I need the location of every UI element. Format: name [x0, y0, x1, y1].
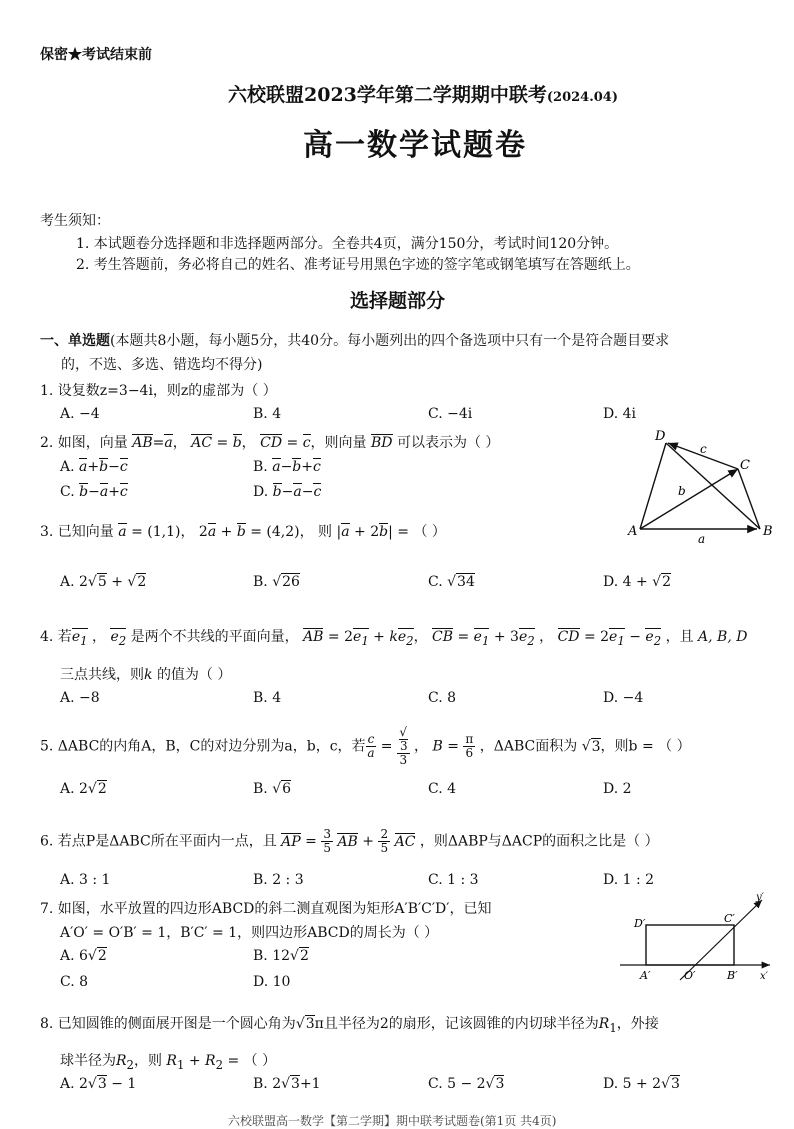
q5-stem-end: ，则b = （ ）: [600, 738, 691, 755]
q8-option-c: C. 5 − 2√3: [428, 1076, 505, 1092]
q2-option-a: A. a+b−c: [60, 459, 128, 475]
q8-stem: 8. 已知圆锥的侧面展开图是一个圆心角为√3π且半径为2的扇形，记该圆锥的内切球半径为$R_1$，外接: [40, 1016, 659, 1035]
q4-option-c: C. 8: [428, 690, 457, 706]
q3-stem-end: = （ ）: [397, 524, 446, 540]
q2-option-c: C. b−a+c: [60, 484, 128, 500]
q2-vector-figure: [620, 425, 780, 550]
q6-option-b: B. 2 : 3: [253, 872, 304, 888]
fig-label-vec-c: c: [700, 442, 707, 456]
q3-stem-pre: 3. 已知向量: [40, 524, 114, 540]
part1-rest: (本题共8小题，每小题5分，共40分。每小题列出的四个备选项中只有一个是符合题目要求: [110, 333, 670, 349]
q4-line2-pre: 三点共线，则: [60, 667, 144, 683]
q2-stem-end: 可以表示为（ ）: [396, 435, 500, 451]
q8-option-d: D. 5 + 2√3: [603, 1076, 680, 1092]
q6-stem: 6. 若点P是ΔABC所在平面内一点，且 AP = $\frac{3}{5}$ AB + $\frac{2}{5}$ AC ，则ΔABP与ΔACP的面积之比是（ ）: [40, 827, 659, 855]
exam-date: (2024.04): [546, 90, 618, 105]
q4-option-a: A. −8: [60, 690, 100, 706]
q3-option-a: A. 2√5 + √2: [60, 574, 147, 590]
q8-stem-pre: 8. 已知圆锥的侧面展开图是一个圆心角为: [40, 1016, 296, 1032]
fig-label-vec-a: a: [698, 532, 706, 546]
q8-line2-end: = （ ）: [227, 1053, 277, 1069]
q1-stem: 1. 设复数z=3−4i，则z的虚部为（ ）: [40, 383, 277, 399]
q8-stem-mid: 且半径为2的扇形，记该圆锥的内切球半径为: [323, 1016, 599, 1032]
q4-stem: 4. 若$e_1$ ， $e_2$ 是两个不共线的平面向量， AB = $2e_1 + ke_2$， CB = $e_1 + 3e_2$ ， CD = $2e_1 - e_2$ ，且 A, B, D: [40, 629, 748, 648]
fig7-label-d: D′: [634, 917, 646, 930]
q4-option-b: B. 4: [253, 690, 282, 706]
q5-stem: 5. ΔABC的内角A，B，C的对边分别为a，b，c，若 $\frac{c}{a}$ = √ 3 3 ， B = $\frac{\pi}{6}$ ，ΔABC面积为 √3，则b = （ ）: [40, 725, 691, 767]
fig7-label-c: C′: [724, 912, 735, 925]
part1-instructions-line1: 一、单选题(本题共8小题，每小题5分，共40分。每小题列出的四个备选项中只有一个是符合题目要求: [40, 333, 670, 349]
q8-stem-line2: 球半径为$R_2$，则 $R_1 + R_2$ = （ ）: [60, 1053, 277, 1072]
q3-option-d: D. 4 + √2: [603, 574, 672, 590]
page-footer: 六校联盟高一数学【第二学期】期中联考试题卷(第1页 共4页): [228, 1114, 557, 1128]
fig-label-a: A: [628, 524, 638, 539]
q6-option-a: A. 3 : 1: [60, 872, 111, 888]
exam-title-text: 六校联盟2023学年第二学期期中联考: [228, 84, 547, 106]
q8-option-b: B. 2√3+1: [253, 1076, 321, 1092]
q5-option-a: A. 2√2: [60, 781, 107, 797]
rectangle-abcd: [646, 925, 734, 965]
q5-option-d: D. 2: [603, 781, 632, 797]
q7-option-a: A. 6√2: [60, 948, 107, 964]
notice-item-1: 1. 本试题卷分选择题和非选择题两部分。全卷共4页，满分150分，考试时间120分钟。: [76, 236, 619, 252]
q5-stem-pre: 5. ΔABC的内角A，B，C的对边分别为a，b，c，若: [40, 738, 366, 755]
q4-stem-pre: 4. 若: [40, 629, 72, 645]
fig-label-vec-b: b: [678, 484, 686, 498]
q1-option-d: D. 4i: [603, 406, 637, 422]
q5-option-b: B. √6: [253, 781, 292, 797]
fig7-label-a: A′: [640, 969, 651, 982]
fig-label-d: D: [655, 429, 666, 444]
q8-stem-end: ，外接: [616, 1016, 659, 1032]
q6-stem-pre: 6. 若点P是ΔABC所在平面内一点，且: [40, 833, 277, 850]
fig7-label-o: O′: [684, 969, 696, 982]
q5-option-b-label: B.: [253, 781, 268, 797]
fig-label-b: B: [763, 524, 773, 539]
q7-stem-line2: A′O′ = O′B′ = 1，B′C′ = 1，则四边形ABCD的周长为（ ）: [60, 925, 439, 941]
q6-option-d: D. 1 : 2: [603, 872, 655, 888]
q6-stem-end: ，则ΔABP与ΔACP的面积之比是（ ）: [419, 833, 659, 850]
q8-option-a: A. 2√3 − 1: [60, 1076, 137, 1092]
q4-line2-end: 的值为（ ）: [156, 667, 232, 683]
q2-stem-post: ，则向量: [310, 435, 367, 451]
q1-option-b: B. 4: [253, 406, 282, 422]
q8-line2-pre: 球半径为: [60, 1053, 116, 1069]
segment-cb: [738, 469, 760, 529]
q2-option-d: D. b−a−c: [253, 484, 322, 500]
confidential-label: 保密★考试结束前: [40, 47, 152, 63]
q7-option-d: D. 10: [253, 974, 291, 990]
q1-option-a: A. −4: [60, 406, 100, 422]
q7-oblique-figure: [610, 890, 780, 990]
q2-stem-pre: 2. 如图，向量: [40, 435, 128, 451]
fig7-label-b: B′: [727, 969, 738, 982]
q3-option-c: C. √34: [428, 574, 475, 590]
q2-option-b: B. a−b+c: [253, 459, 321, 475]
q6-option-c: C. 1 : 3: [428, 872, 479, 888]
q7-option-c: C. 8: [60, 974, 89, 990]
part1-instructions-line2: 的，不选、多选、错选均不得分): [61, 357, 263, 373]
section-title: 选择题部分: [350, 290, 446, 312]
q1-option-c: C. −4i: [428, 406, 473, 422]
q4-stem-line2: 三点共线，则k 的值为（ ）: [60, 667, 232, 683]
q7-option-b: B. 12√2: [253, 948, 309, 964]
q3-stem: 3. 已知向量 a = (1,1)， 2a + b = (4,2)， 则 |a + 2b| = （ ）: [40, 524, 446, 540]
fig7-label-x: x′: [760, 971, 768, 982]
q5-stem-mid: ，ΔABC面积为: [479, 738, 578, 755]
q2-stem: 2. 如图，向量 AB=a， AC = b， CD = c，则向量 BD 可以表示为（ ）: [40, 435, 500, 451]
q5-option-c: C. 4: [428, 781, 457, 797]
notice-item-2: 2. 考生答题前，务必将自己的姓名、准考证号用黑色字迹的签字笔或钢笔填写在答题纸上。: [76, 257, 640, 273]
q4-option-d: D. −4: [603, 690, 644, 706]
exam-title: [228, 80, 618, 107]
q3-option-b: B. √26: [253, 574, 300, 590]
notice-heading: 考生须知：: [40, 213, 110, 229]
fig-label-c: C: [740, 458, 750, 473]
y-axis: [680, 900, 762, 980]
fig7-label-y: y′: [756, 892, 764, 903]
q7-stem: 7. 如图，水平放置的四边形ABCD的斜二测直观图为矩形A′B′C′D′，已知: [40, 901, 492, 917]
paper-title: 高一数学试题卷: [303, 128, 527, 163]
